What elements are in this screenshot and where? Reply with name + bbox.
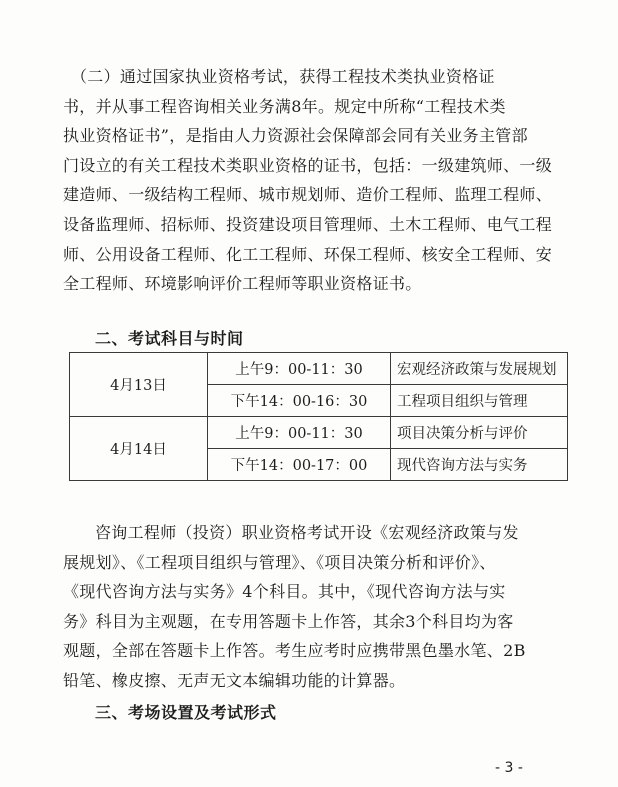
exam-date-cell: 4月14日: [70, 417, 208, 481]
exam-subject-cell: 现代咨询方法与实务: [391, 449, 568, 481]
section-heading-exam-subjects: 二、考试科目与时间: [95, 329, 244, 348]
paragraph-exam-subjects: [63, 518, 563, 696]
text-line: 务》科目为主观题，在专用答题卡上作答，其余3个科目均为客: [63, 611, 514, 631]
text-line: 咨询工程师（投资）职业资格考试开设《宏观经济政策与发: [95, 523, 519, 542]
exam-schedule-table: [69, 352, 568, 481]
table-row: [70, 417, 568, 449]
text-line: 建造师、一级结构工程师、城市规划师、造价工程师、监理工程师、: [63, 185, 553, 205]
text-line: 观题，全部在答题卡上作答。考生应考时应携带黑色墨水笔、2B: [63, 641, 526, 661]
page-number: - 3 -: [495, 760, 523, 776]
text-line: 执业资格证书”，是指由人力资源社会保障部会同有关业务主管部: [63, 126, 528, 146]
text-line: 《现代咨询方法与实务》4个科目。其中，《现代咨询方法与实: [63, 582, 506, 602]
text-line: 设备监理师、招标师、投资建设项目管理师、土木工程师、电气工程: [63, 214, 553, 234]
text-line: 全工程师、环境影响评价工程师等职业资格证书。: [63, 274, 422, 294]
text-line: 书，并从事工程咨询相关业务满8年。规定中所称“工程技术类: [63, 96, 506, 116]
paragraph-qualification: [63, 62, 563, 299]
text-line: 铅笔、橡皮擦、无声无文本编辑功能的计算器。: [63, 670, 406, 690]
text-line: 门设立的有关工程技术类职业资格的证书，包括：一级建筑师、一级: [63, 155, 553, 175]
section-heading-exam-venue: 三、考场设置及考试形式: [95, 703, 277, 722]
exam-time-cell: 上午9：00-11：30: [208, 353, 391, 385]
exam-time-cell: 下午14：00-16：30: [208, 385, 391, 417]
exam-subject-cell: 工程项目组织与管理: [391, 385, 568, 417]
text-line: （二）通过国家执业资格考试，获得工程技术类执业资格证: [71, 67, 495, 86]
exam-subject-cell: 宏观经济政策与发展规划: [391, 353, 568, 385]
text-line: 师、公用设备工程师、化工工程师、环保工程师、核安全工程师、安: [63, 244, 553, 264]
table-row: [70, 353, 568, 385]
exam-date-cell: 4月13日: [70, 353, 208, 417]
exam-time-cell: 下午14：00-17：00: [208, 449, 391, 481]
exam-time-cell: 上午9：00-11：30: [208, 417, 391, 449]
exam-subject-cell: 项目决策分析与评价: [391, 417, 568, 449]
text-line: 展规划》、《工程项目组织与管理》、《项目决策分析和评价》、: [63, 552, 496, 572]
